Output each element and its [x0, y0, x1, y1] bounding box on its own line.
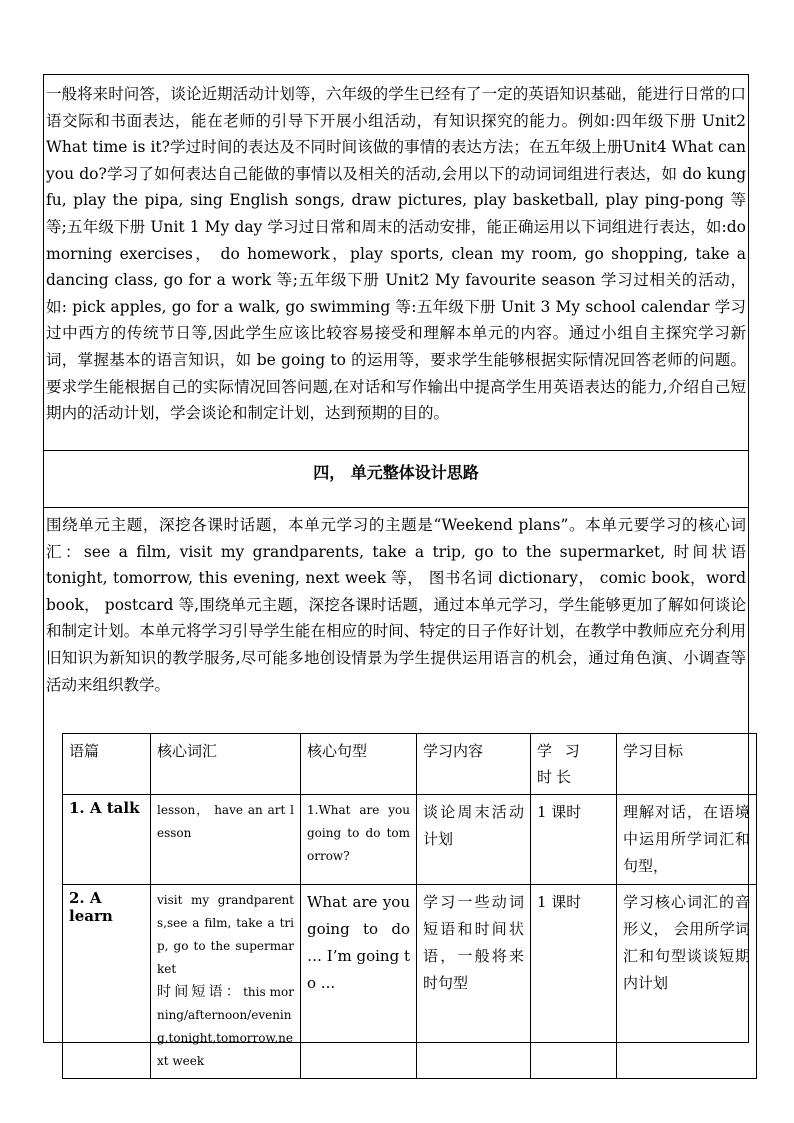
learner-analysis-section: [44, 75, 748, 451]
row1-sentence: 1.What are you going to do tomorrow?: [301, 795, 417, 885]
learner-analysis-paragraph: 一般将来时问答，谈论近期活动计划等，六年级的学生已经有了一定的英语知识基础，能进行日常的口语交际和书面表达，能在老师的引导下开展小组活动，有知识探究的能力。例如:四年级下册 Unit2 What time is it?学过时间的表达及不同时间该做的事情的表达方法；在五年级上册Unit4 What can you do?学习了如何表达自己能做的事情以及相关的活动,会用以下的动词词组进行表达，如 do kung fu, play the pipa, sing English songs, draw pictures, play basketball, play ping-pong 等等;五年级下册 Unit 1 My day 学习过日常和周末的活动安排，能正确运用以下词组进行表达，如:do morning exercises， do homework，play sports, clean my room, go shopping, take a dancing class, go for a work 等;五年级下册 Unit2 My favourite season 学习过相关的活动，如: pick apples, go for a walk, go swimming 等:五年级下册 Unit 3 My school calendar 学习过中西方的传统节日等,因此学生应该比较容易接受和理解本单元的内容。通过小组自主探究学习新词，掌握基本的语言知识，如 be going to 的运用等，要求学生能够根据实际情况回答老师的问题。要求学生能根据自己的实际情况回答问题,在对话和写作输出中提高学生用英语表达的能力,介绍自己短期内的活动计划，学会谈论和制定计划，达到预期的目的。: [46, 85, 746, 423]
header-hours: 学 习 时长: [531, 734, 617, 795]
row1-content: 谈论周末活动计划: [417, 795, 531, 885]
header-content: 学习内容: [417, 734, 531, 795]
header-vocab: 核心词汇: [151, 734, 301, 795]
row2-vocab-label: 时间短语：: [157, 984, 244, 1000]
row2-passage: 2. A learn: [63, 885, 151, 1079]
row1-goal: 理解对话，在语境中运用所学词汇和句型，: [617, 795, 757, 885]
row2-hours: 1 课时: [531, 885, 617, 1079]
unit-plan-table: [62, 733, 757, 1079]
row2-content: 学习一些动词短语和时间状语，一般将来时句型: [417, 885, 531, 1079]
row2-vocab-cell: [151, 885, 301, 1079]
design-ideas-paragraph: 围绕单元主题，深挖各课时话题，本单元学习的主题是“Weekend plans”。本单元要学习的核心词汇：see a film, visit my grandparents, take a trip, go to the supermarket, 时间状语 tonight, tomorrow, this evening, next week 等， 图书名词 dictionary， comic book，word book， postcard 等,围绕单元主题，深挖各课时话题，通过本单元学习，学生能够更加了解如何谈论和制定计划。本单元将学习引导学生能在相应的时间、特定的日子作好计划，在教学中教师应充分利用旧知识为新知识的教学服务,尽可能多地创设情景为学生提供运用语言的机会，通过角色演、小调查等活动来组织教学。: [46, 516, 746, 694]
row2-sentence: What are you going to do … I’m going to ...: [301, 885, 417, 1079]
row1-vocab: lesson， have an art lesson: [151, 795, 301, 885]
table-row: [63, 885, 757, 1079]
table-row: [63, 795, 757, 885]
row1-hours: 1 课时: [531, 795, 617, 885]
header-goal: 学习目标: [617, 734, 757, 795]
header-passage: 语篇: [63, 734, 151, 795]
section-heading-text: 四， 单元整体设计思路: [313, 463, 479, 482]
header-sentence: 核心句型: [301, 734, 417, 795]
row2-goal: 学习核心词汇的音形义， 会用所学词汇和句型谈谈短期内计划: [617, 885, 757, 1079]
row1-passage: 1. A talk: [63, 795, 151, 885]
table-header-row: [63, 734, 757, 795]
section-heading: [44, 451, 748, 508]
row2-vocab: visit my grandparents,see a film, take a trip, go to the supermarket: [157, 893, 294, 976]
row2-vocab-time: this morning/afternoon/evening,tonight,tomorrow,next week: [157, 985, 295, 1068]
